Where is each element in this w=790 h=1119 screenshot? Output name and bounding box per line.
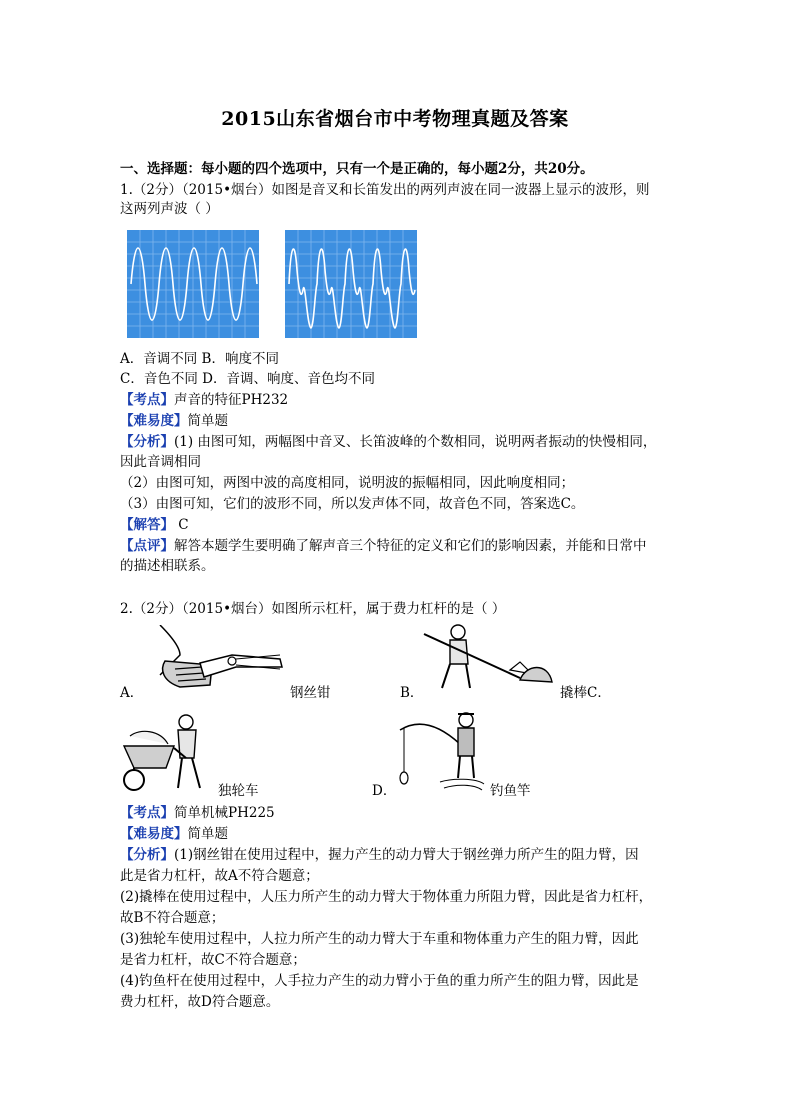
fenxi-tag: 【分析】 [120,434,174,450]
q1-dianping-line1 [120,537,647,555]
section-heading: 一、选择题：每小题的四个选项中，只有一个是正确的，每小题2分，共20分。 [120,161,594,177]
wheelbarrow-illustration [120,710,220,799]
q2-option-d: D． [372,783,397,799]
tuning-fork-waveform-figure [127,230,259,338]
dianping-text: 解答本题学生要明确了解声音三个特征的定义和它们的影响因素，并能和日常中 [174,538,647,554]
q2-fenxi-line5: (3)独轮车使用过程中，人拉力所产生的动力臂大于车重和物体重力产生的阻力臂，因此 [120,931,639,947]
q1-dianping-line2: 的描述相联系。 [120,558,215,574]
page-title: 2015山东省烟台市中考物理真题及答案 [221,108,569,130]
q2-label-c: 独轮车 [218,783,259,799]
q1-stem-line2: 这两列声波（ ） [120,201,219,217]
q1-options-line2: C．音色不同 D．音调、响度、音色均不同 [120,371,375,387]
q1-nandu [120,412,228,430]
q2-option-b: B． [400,685,424,701]
kaodian-tag: 【考点】 [120,805,174,821]
q2-label-d: 钓鱼竿 [490,783,531,799]
q1-options-line1: A．音调不同 B．响度不同 [120,351,279,367]
kaodian-text: 声音的特征PH232 [174,392,289,408]
q2-fenxi-line4: 故B不符合题意； [120,910,225,926]
q2-fenxi-line8: 费力杠杆，故D符合题意。 [120,994,280,1010]
fishing-rod-illustration [396,708,486,798]
q1-fenxi-line2: 因此音调相同 [120,454,201,470]
nandu-text: 简单题 [187,826,228,842]
q2-fenxi-line1 [120,846,639,864]
q2-kaodian [120,804,275,822]
q2-label-a: 钢丝钳 [290,685,331,701]
fenxi-text: (1)钢丝钳在使用过程中，握力产生的动力臂大于钢丝弹力所产生的阻力臂，因 [174,847,639,863]
q2-stem: 2.（2分）（2015•烟台）如图所示杠杆，属于费力杠杆的是（ ） [120,601,506,617]
q2-fenxi-line6: 是省力杠杆，故C不符合题意； [120,952,306,968]
q1-fenxi-line3: （2）由图可知，两图中波的高度相同，说明波的振幅相同，因此响度相同； [120,475,575,491]
q2-label-b: 撬棒C． [560,685,611,701]
q2-fenxi-line3: (2)撬棒在使用过程中，人压力所产生的动力臂大于物体重力所阻力臂，因此是省力杠杆， [120,889,653,905]
q1-jieda [120,516,189,534]
q1-kaodian [120,391,288,409]
q1-fenxi-line1 [120,433,656,451]
jieda-text: C [174,517,189,533]
kaodian-text: 简单机械PH225 [174,805,275,821]
fenxi-text: (1) 由图可知，两幅图中音叉、长笛波峰的个数相同，说明两者振动的快慢相同， [174,434,657,450]
pliers-illustration [140,625,290,701]
q2-nandu [120,825,228,843]
q2-fenxi-line2: 此是省力杠杆，故A不符合题意； [120,868,319,884]
q1-stem-line1: 1.（2分）（2015•烟台）如图是音叉和长笛发出的两列声波在同一波器上显示的波形，则 [120,182,650,198]
q2-option-a: A． [120,685,144,701]
nandu-tag: 【难易度】 [120,413,188,429]
q1-fenxi-line4: （3）由图可知，它们的波形不同，所以发声体不同，故音色不同，答案选C。 [120,496,585,512]
crowbar-illustration [420,622,555,698]
nandu-text: 简单题 [187,413,228,429]
jieda-tag: 【解答】 [120,517,174,533]
q2-fenxi-line7: (4)钓鱼杆在使用过程中，人手拉力产生的动力臂小于鱼的重力所产生的阻力臂，因此是 [120,973,639,989]
kaodian-tag: 【考点】 [120,392,174,408]
dianping-tag: 【点评】 [120,538,174,554]
fenxi-tag: 【分析】 [120,847,174,863]
nandu-tag: 【难易度】 [120,826,188,842]
flute-waveform-figure [285,230,417,338]
